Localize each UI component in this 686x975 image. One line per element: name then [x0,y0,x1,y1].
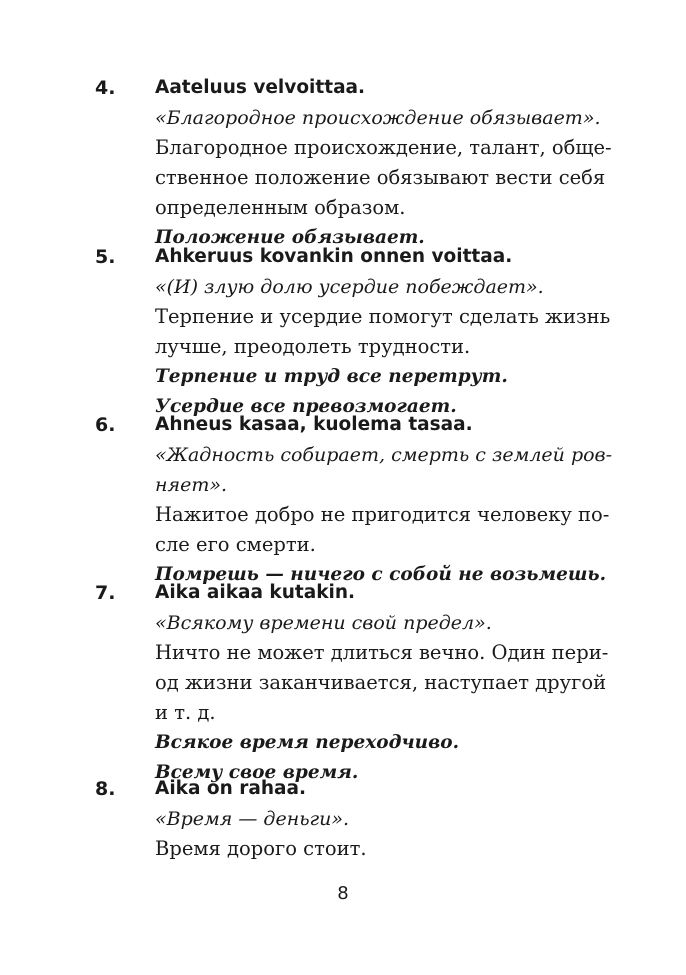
entry-number: 7. [95,582,116,604]
explanation-line: определенным образом. [155,196,406,219]
explanation-line: ственное положение обязывают вести себя [155,166,606,189]
literal-translation: «Всякому времени свой предел». [155,612,492,634]
explanation-line: Время дорого стоит. [155,837,367,860]
explanation-line: Терпение и усердие помогут сделать жизнь [155,305,611,328]
russian-equivalent: Всему свое время. [155,762,359,783]
russian-equivalent: Усердие все превозмогает. [155,396,457,417]
entry-number: 5. [95,246,116,268]
literal-translation: няет». [155,474,228,496]
finnish-proverb: Aateluus velvoittaa. [155,77,366,98]
literal-translation: «Время — деньги». [155,808,350,830]
explanation-line: Нажитое добро не пригодится человеку по- [155,503,610,526]
literal-translation: «Благородное происхождение обязывает». [155,107,601,129]
russian-equivalent: Положение обязывает. [155,227,425,248]
finnish-proverb: Aika aikaa kutakin. [155,582,356,603]
russian-equivalent: Всякое время переходчиво. [155,732,460,753]
explanation-line: Ничто не может длиться вечно. Один пери- [155,641,609,664]
russian-equivalent: Помрешь — ничего с собой не возьмешь. [155,564,607,585]
literal-translation: «(И) злую долю усердие побеждает». [155,276,544,298]
finnish-proverb: Aika on rahaa. [155,778,306,799]
explanation-line: и т. д. [155,701,216,724]
explanation-line: лучше, преодолеть трудности. [155,335,471,358]
explanation-line: сле его смерти. [155,533,316,556]
entry-number: 4. [95,77,116,99]
explanation-line: Благородное происхождение, талант, обще- [155,136,612,159]
literal-translation: «Жадность собирает, смерть с землей ров- [155,444,613,466]
russian-equivalent: Терпение и труд все перетрут. [155,366,508,387]
entry-number: 8. [95,778,116,800]
page-number: 8 [337,883,349,904]
finnish-proverb: Ahkeruus kovankin onnen voittaa. [155,246,513,267]
explanation-line: од жизни заканчивается, наступает другой [155,671,607,694]
entry-number: 6. [95,414,116,436]
finnish-proverb: Ahneus kasaa, kuolema tasaa. [155,414,473,435]
